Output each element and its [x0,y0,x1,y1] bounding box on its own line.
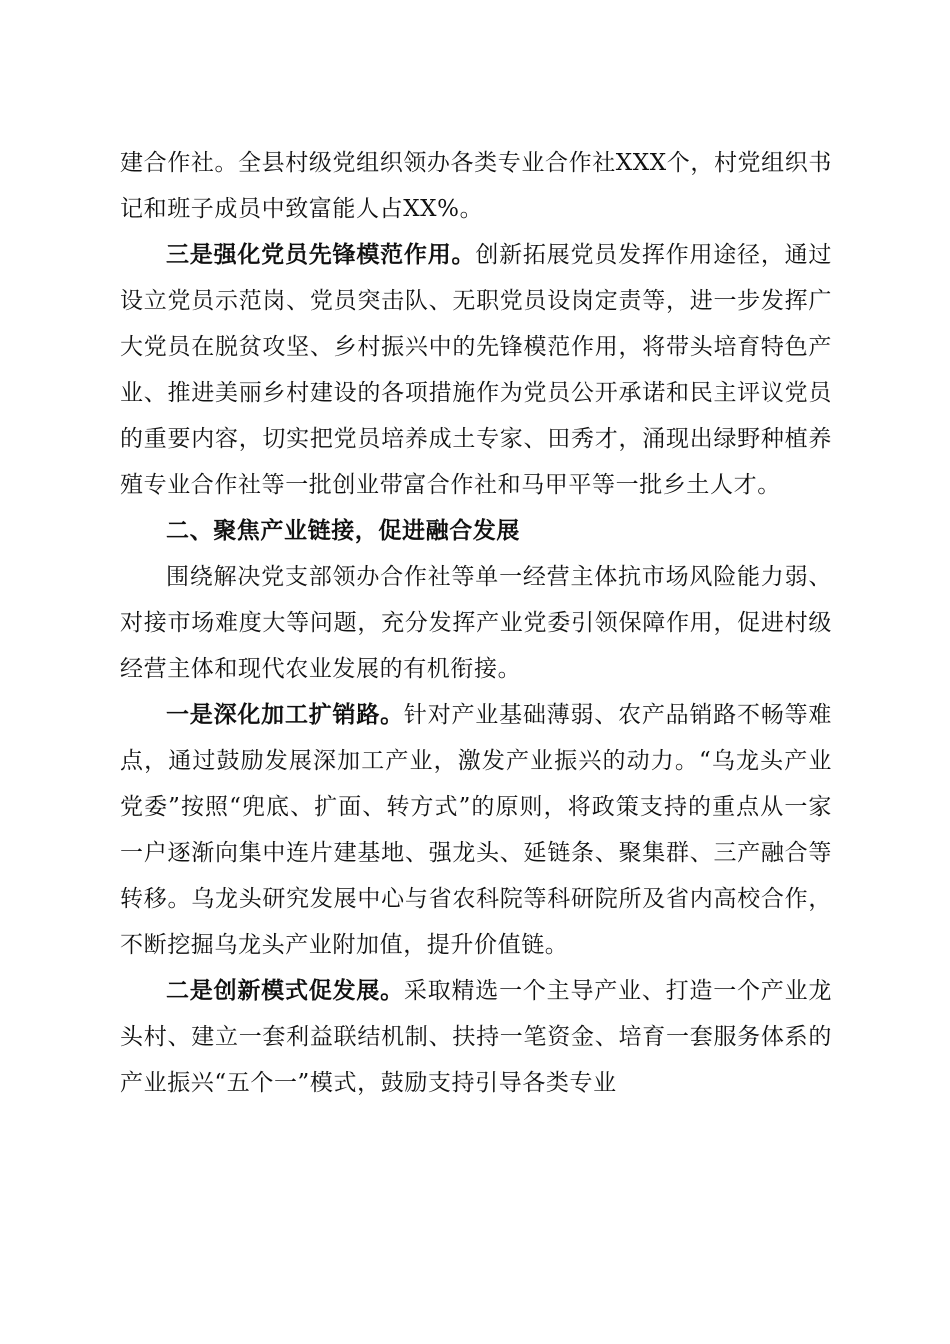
section-heading: 二、聚焦产业链接，促进融合发展 [166,518,520,544]
paragraph-text: 针对产业基础薄弱、农产品销路不畅等难点，通过鼓励发展深加工产业，激发产业振兴的动力。“乌龙头产业党委”按照“兜底、扩面、转方式”的原则，将政策支持的重点从一家一户逐渐向集中连片建基地、强龙头、延链条、聚集群、三产融合等转移。乌龙头研究发展中心与省农科院等科研院所及省内高校合作，不断挖掘乌龙头产业附加值，提升价值链。 [120,702,832,958]
paragraph-text: 围绕解决党支部领办合作社等单一经营主体抗市场风险能力弱、对接市场难度大等问题，充分发挥产业党委引领保障作用，促进村级经营主体和现代农业发展的有机衔接。 [120,564,832,682]
document-body [120,140,832,1106]
paragraph-lead: 二是创新模式促发展。 [166,978,404,1004]
paragraph-text: 采取精选一个主导产业、打造一个产业龙头村、建立一套利益联结机制、扶持一笔资金、培育一套服务体系的产业振兴“五个一”模式，鼓励支持引导各类专业 [120,978,832,1096]
paragraph-section-intro [120,554,832,692]
paragraph-lead: 一是深化加工扩销路。 [166,702,404,728]
paragraph-party-member-role [120,232,832,508]
paragraph-lead: 三是强化党员先锋模范作用。 [166,242,476,268]
paragraph-text: 创新拓展党员发挥作用途径，通过设立党员示范岗、党员突击队、无职党员设岗定责等，进一步发挥广大党员在脱贫攻坚、乡村振兴中的先锋模范作用，将带头培育特色产业、推进美丽乡村建设的各项措施作为党员公开承诺和民主评议党员的重要内容，切实把党员培养成土专家、田秀才，涌现出绿野种植养殖专业合作社等一批创业带富合作社和马甲平等一批乡土人才。 [120,242,833,498]
paragraph-processing-sales [120,692,832,968]
paragraph-text: 建合作社。全县村级党组织领办各类专业合作社XXX个，村党组织书记和班子成员中致富能人占XX%。 [120,150,832,222]
paragraph-continuation [120,140,832,232]
paragraph-innovation-model [120,968,832,1106]
